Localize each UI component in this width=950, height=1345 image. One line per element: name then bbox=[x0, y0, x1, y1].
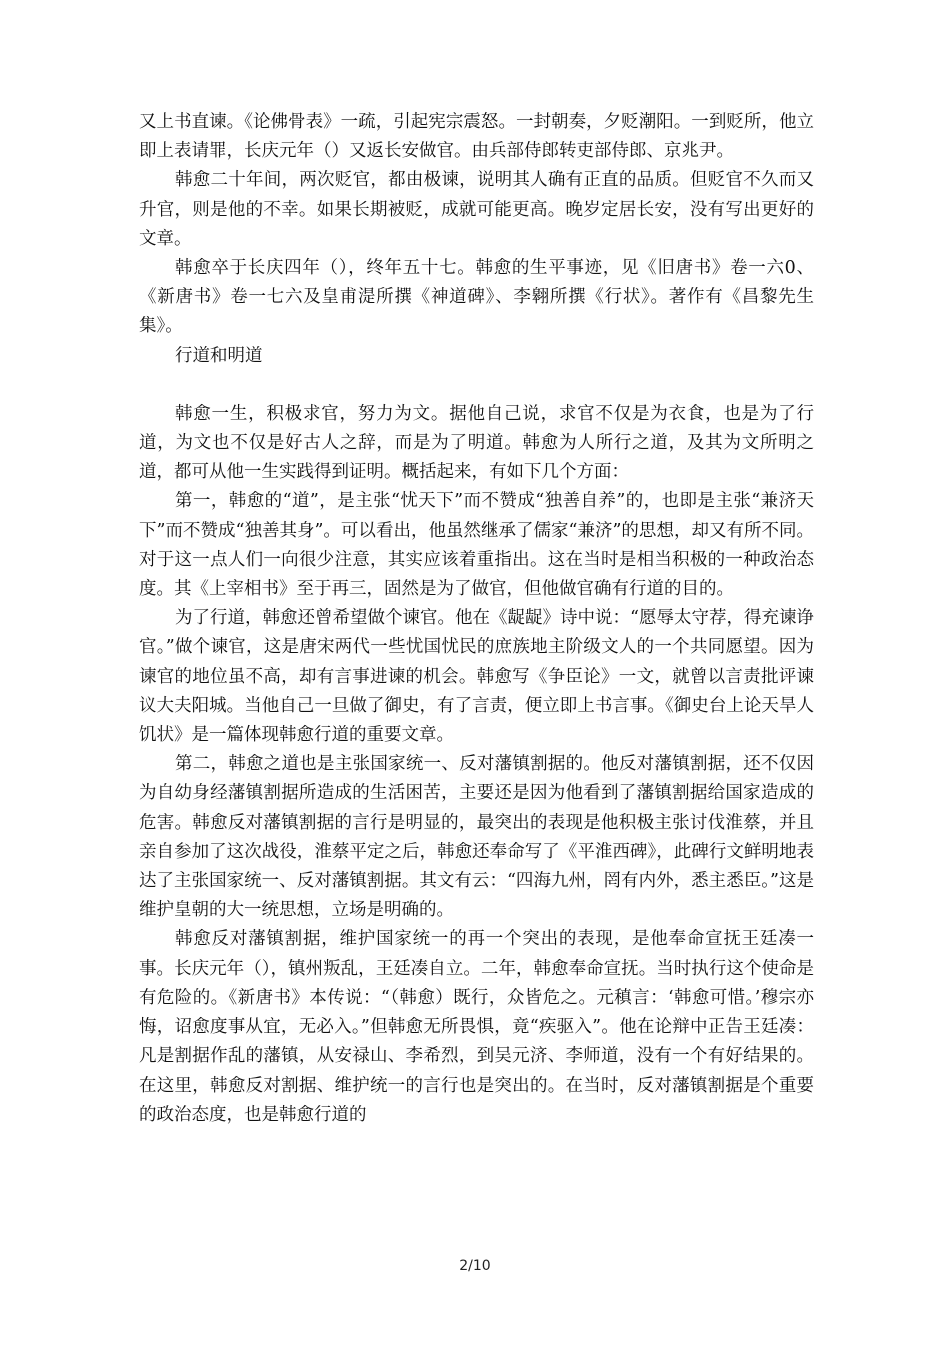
paragraph-7: 第二，韩愈之道也是主张国家统一、反对藩镇割据的。他反对藩镇割据，还不仅因为自幼身经藩镇割据所造成的生活困苦，主要还是因为他看到了藩镇割据给国家造成的危害。韩愈反对藩镇割据的言行是明显的，最突出的表现是他积极主张讨伐淮蔡，并且亲自参加了这次战役，淮蔡平定之后，韩愈还奉命写了《平淮西碑》，此碑行文鲜明地表达了主张国家统一、反对藩镇割据。其文有云：“四海九州，罔有内外，悉主悉臣。”这是维护皇朝的大一统思想，立场是明确的。 bbox=[139, 754, 814, 921]
paragraph-2: 韩愈二十年间，两次贬官，都由极谏，说明其人确有正直的品质。但贬官不久而又升官，则是他的不幸。如果长期被贬，成就可能更高。晚岁定居长安，没有写出更好的文章。 bbox=[139, 170, 814, 249]
paragraph-3: 韩愈卒于长庆四年（），终年五十七。韩愈的生平事迹，见《旧唐书》卷一六0、《新唐书》卷一七六及皇甫湜所撰《神道碑》、李翱所撰《行状》。著作有《昌黎先生集》。 bbox=[139, 258, 814, 337]
paragraph-6: 为了行道，韩愈还曾希望做个谏官。他在《龊龊》诗中说：“愿辱太守荐，得充谏诤官。”做个谏官，这是唐宋两代一些忧国忧民的庶族地主阶级文人的一个共同愿望。因为谏官的地位虽不高，却有言事进谏的机会。韩愈写《争臣论》一文，就曾以言责批评谏议大夫阳城。当他自己一旦做了御史，有了言责，便立即上书言事。《御史台上论天旱人饥状》是一篇体现韩愈行道的重要文章。 bbox=[139, 608, 814, 746]
blank-line bbox=[139, 371, 814, 400]
paragraph-1: 又上书直谏。《论佛骨表》一疏，引起宪宗震怒。一封朝奏，夕贬潮阳。一到贬所，他立即上表请罪，长庆元年（）又返长安做官。由兵部侍郎转吏部侍郎、京兆尹。 bbox=[139, 112, 814, 162]
paragraph-8: 韩愈反对藩镇割据，维护国家统一的再一个突出的表现，是他奉命宣抚王廷凑一事。长庆元年（），镇州叛乱，王廷凑自立。二年，韩愈奉命宣抚。当时执行这个使命是有危险的。《新唐书》本传说：“（韩愈）既行，众皆危之。元稹言：‘韩愈可惜。’穆宗亦悔，诏愈度事从宜，无必入。”但韩愈无所畏惧，竟“疾驱入”。他在论辩中正告王廷凑：凡是割据作乱的藩镇，从安禄山、李希烈，到吴元济、李师道，没有一个有好结果的。在这里，韩愈反对割据、维护统一的言行也是突出的。在当时，反对藩镇割据是个重要的政治态度，也是韩愈行道的 bbox=[139, 929, 814, 1125]
section-heading: 行道和明道 bbox=[175, 345, 263, 366]
document-body bbox=[139, 108, 814, 1130]
paragraph-4: 韩愈一生，积极求官，努力为文。据他自己说，求官不仅是为衣食，也是为了行道，为文也不仅是好古人之辞，而是为了明道。韩愈为人所行之道，及其为文所明之道，都可从他一生实践得到证明。概括起来，有如下几个方面： bbox=[139, 403, 814, 483]
paragraph-5: 第一，韩愈的“道”，是主张“忧天下”而不赞成“独善自养”的，也即是主张“兼济天下”而不赞成“独善其身”。可以看出，他虽然继承了儒家“兼济”的思想，却又有所不同。对于这一点人们一向很少注意，其实应该着重指出。这在当时是相当积极的一种政治态度。其《上宰相书》至于再三，固然是为了做官，但他做官确有行道的目的。 bbox=[139, 491, 814, 600]
page-number: 2/10 bbox=[459, 1258, 491, 1274]
